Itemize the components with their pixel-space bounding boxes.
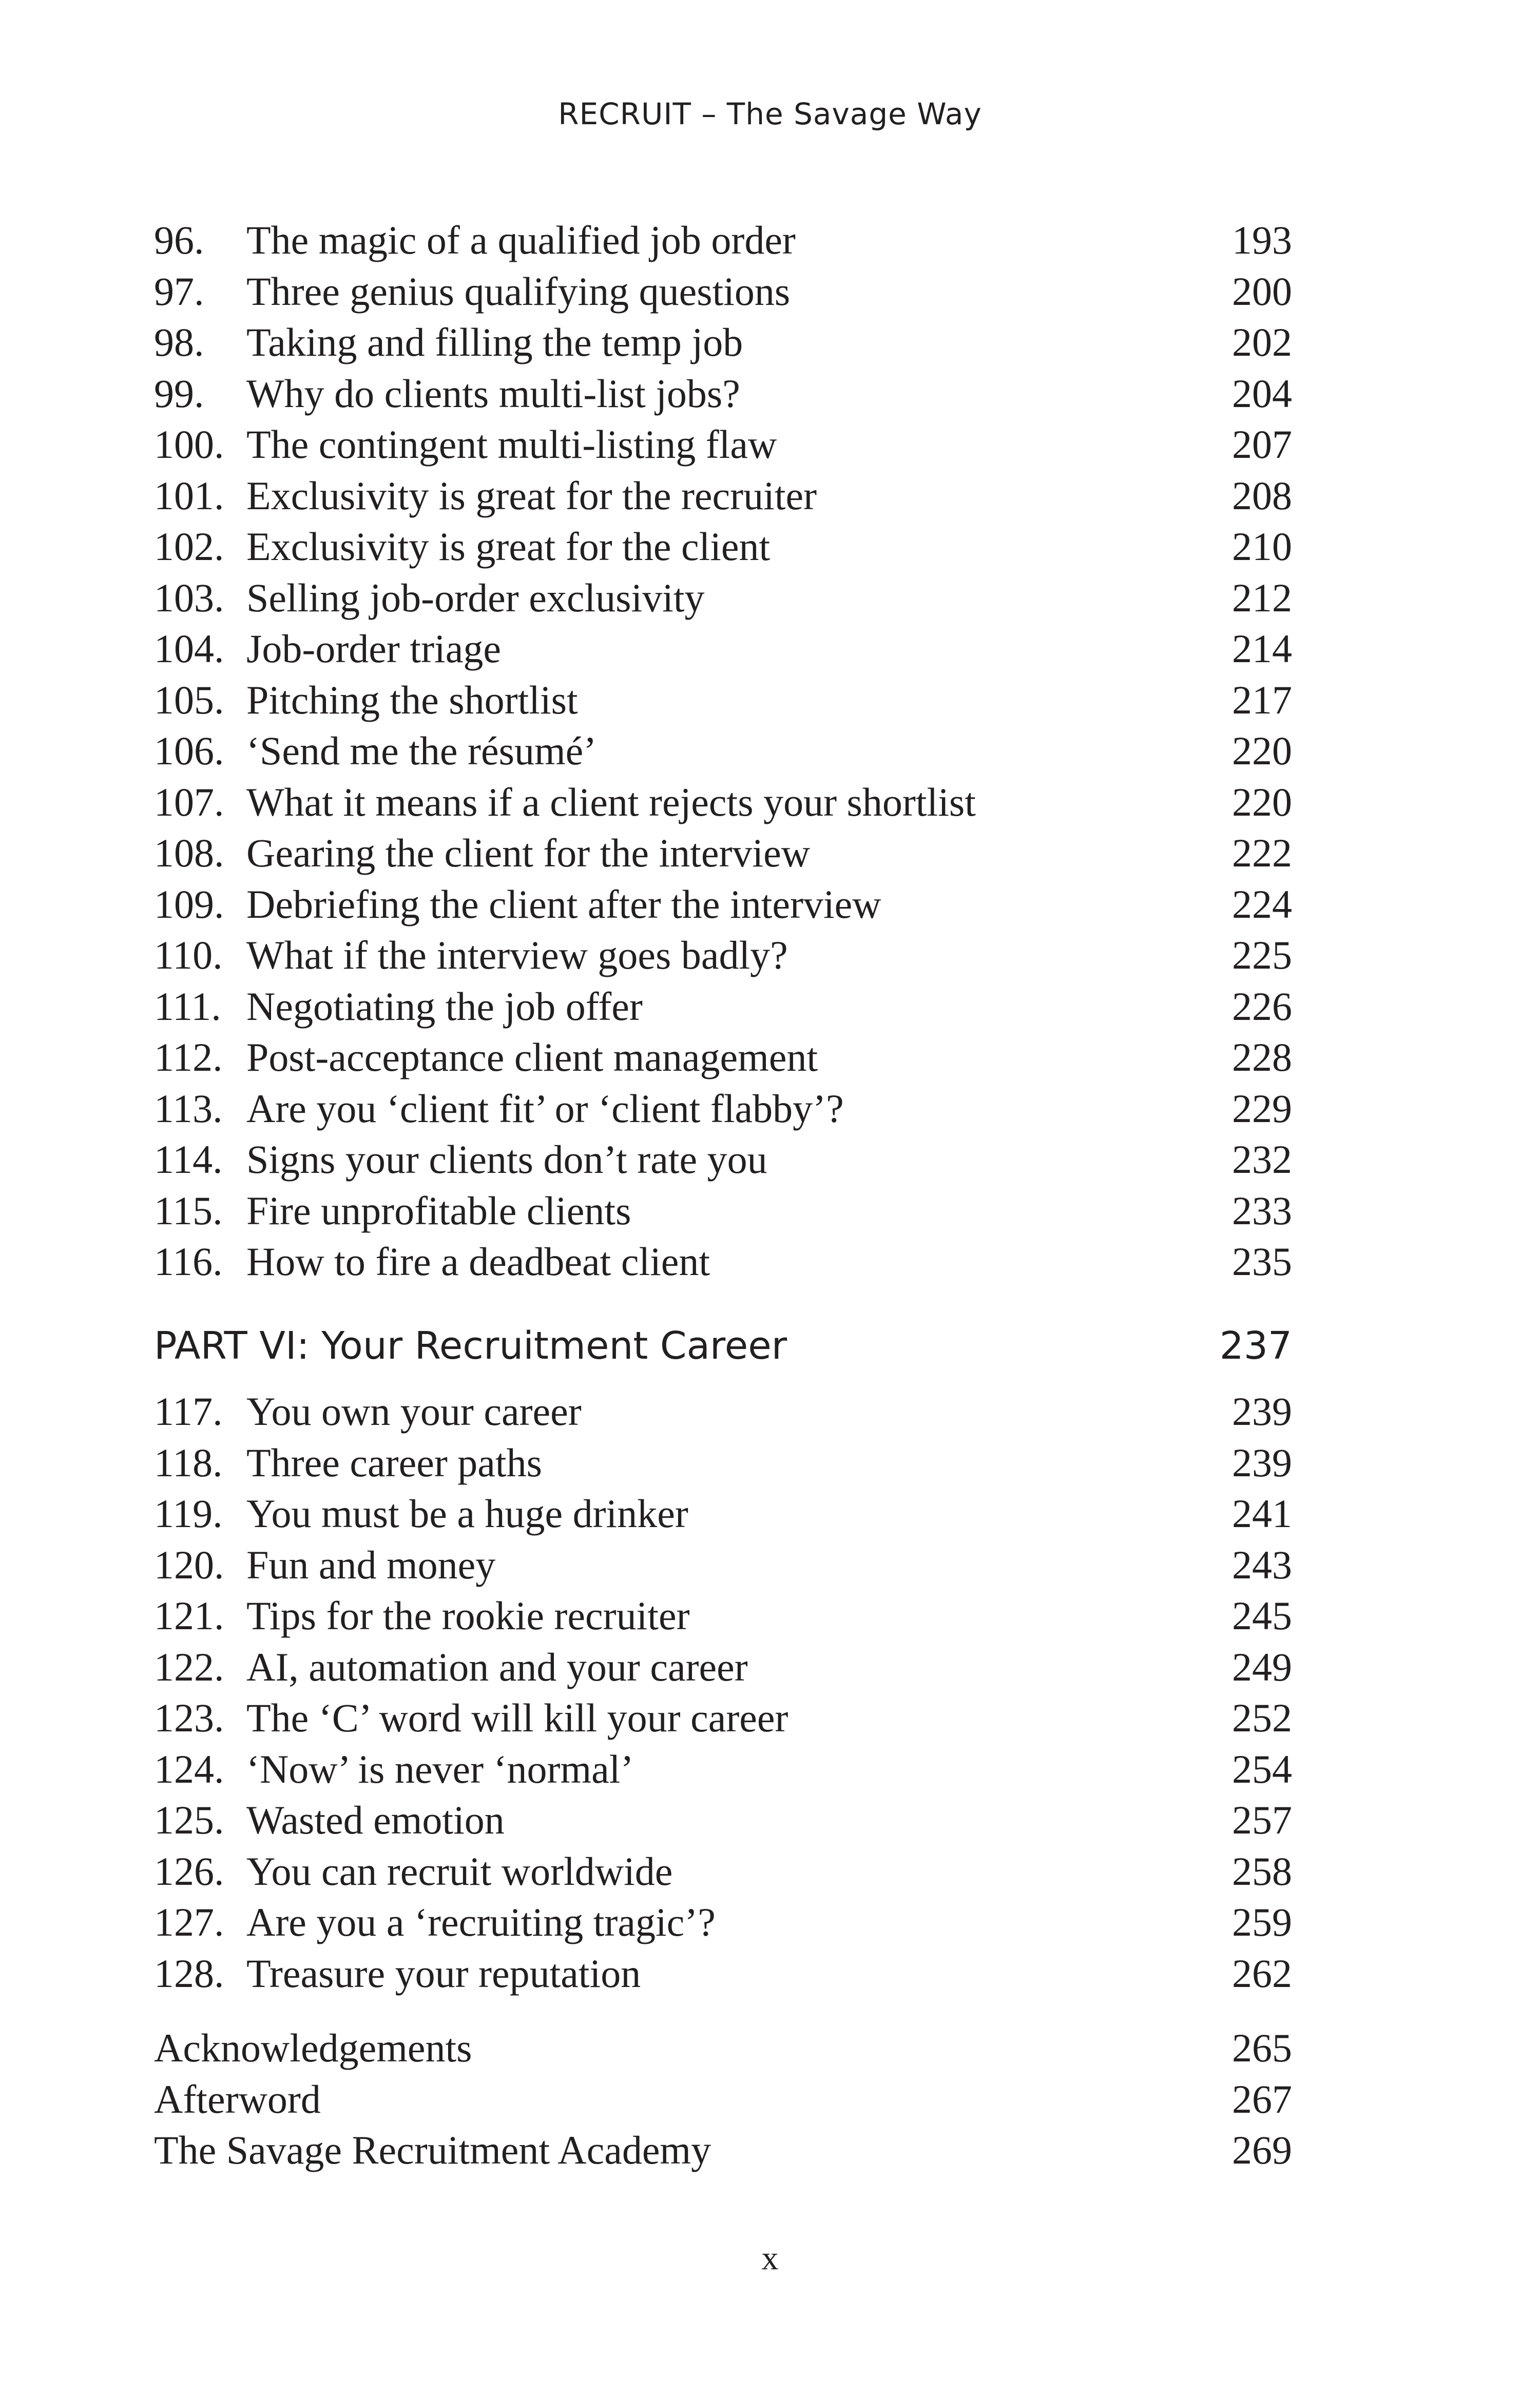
toc-entry-page: 233 bbox=[1232, 1188, 1292, 1233]
toc-entry bbox=[154, 1642, 1292, 1693]
toc-entry-title: Afterword bbox=[154, 2076, 321, 2121]
toc-entry-number: 103. bbox=[154, 575, 224, 620]
toc-entry bbox=[154, 879, 1292, 930]
toc-entry-number: 110. bbox=[154, 933, 223, 977]
part-heading-page: 237 bbox=[1219, 1324, 1292, 1368]
toc-entry bbox=[154, 1488, 1292, 1539]
toc-entry-page: 229 bbox=[1232, 1086, 1292, 1131]
toc-entry-number: 118. bbox=[154, 1440, 223, 1485]
toc-entry-number: 112. bbox=[154, 1035, 223, 1079]
toc-entry-page: 222 bbox=[1232, 831, 1292, 875]
toc-entry-page: 202 bbox=[1232, 320, 1292, 364]
toc-entry bbox=[154, 1032, 1292, 1083]
toc-entry bbox=[154, 1539, 1292, 1591]
toc-entry-title: Treasure your reputation bbox=[246, 1951, 641, 1996]
toc-entry bbox=[154, 1794, 1292, 1846]
toc-entry-page: 243 bbox=[1232, 1542, 1292, 1587]
toc-entry-title: The Savage Recruitment Academy bbox=[154, 2128, 711, 2172]
toc-entry-page: 220 bbox=[1232, 779, 1292, 824]
toc-entry-page: 259 bbox=[1232, 1900, 1292, 1944]
toc-entry-number: 122. bbox=[154, 1644, 224, 1689]
toc-entry-page: 193 bbox=[1232, 218, 1292, 262]
toc-entry bbox=[154, 1236, 1292, 1287]
toc-entry-number: 126. bbox=[154, 1848, 224, 1894]
toc-entry bbox=[154, 1692, 1292, 1744]
toc-entry-number: 104. bbox=[154, 626, 224, 671]
toc-entry-page: 204 bbox=[1232, 371, 1292, 416]
toc-entry-number: 105. bbox=[154, 677, 224, 722]
toc-entry-number: 113. bbox=[154, 1086, 223, 1131]
toc-entry-number: 116. bbox=[154, 1239, 223, 1284]
toc-section-1 bbox=[154, 215, 1292, 1287]
toc-entry-page: 212 bbox=[1232, 575, 1292, 620]
toc-entry bbox=[154, 2125, 1292, 2176]
running-head: RECRUIT – The Savage Way bbox=[558, 97, 982, 131]
toc-entry-page: 245 bbox=[1232, 1593, 1292, 1638]
toc-entry bbox=[154, 623, 1292, 674]
toc-entry-page: 214 bbox=[1232, 626, 1292, 671]
toc-entry-title: Job-order triage bbox=[246, 626, 501, 671]
toc-entry-number: 102. bbox=[154, 524, 224, 569]
toc-entry-number: 108. bbox=[154, 831, 224, 875]
toc-entry-number: 123. bbox=[154, 1695, 224, 1740]
toc-entry-title: Gearing the client for the interview bbox=[246, 831, 811, 875]
toc-entry-title: AI, automation and your career bbox=[246, 1644, 748, 1689]
toc-entry-title: Selling job-order exclusivity bbox=[246, 575, 705, 620]
toc-entry-number: 107. bbox=[154, 779, 224, 824]
toc-entry-number: 115. bbox=[154, 1188, 223, 1233]
toc-entry bbox=[154, 827, 1292, 879]
toc-entry bbox=[154, 2074, 1292, 2125]
toc-entry bbox=[154, 1948, 1292, 1999]
toc-entry bbox=[154, 419, 1292, 470]
toc-entry-page: 232 bbox=[1232, 1137, 1292, 1182]
toc-entry-page: 226 bbox=[1232, 983, 1292, 1029]
toc-entry-number: 101. bbox=[154, 473, 224, 518]
toc-entry-title: You own your career bbox=[246, 1389, 582, 1434]
toc-entry-title: Fun and money bbox=[246, 1542, 496, 1587]
toc-entry-title: What if the interview goes badly? bbox=[246, 933, 788, 977]
toc-entry bbox=[154, 1897, 1292, 1948]
toc-entry-page: 224 bbox=[1232, 881, 1292, 927]
toc-entry-title: The magic of a qualified job order bbox=[246, 218, 796, 262]
toc-entry-number: 124. bbox=[154, 1746, 224, 1791]
toc-entry-page: 200 bbox=[1232, 268, 1292, 314]
toc-entry-number: 114. bbox=[154, 1137, 223, 1182]
toc-entry-title: Are you a ‘recruiting tragic’? bbox=[246, 1900, 716, 1944]
toc-entry-title: Tips for the rookie recruiter bbox=[246, 1593, 690, 1638]
toc-entry-title: You must be a huge drinker bbox=[246, 1491, 688, 1536]
toc-entry bbox=[154, 1083, 1292, 1134]
page-folio: x bbox=[761, 2240, 779, 2277]
toc-entry bbox=[154, 1744, 1292, 1795]
toc-entry-title: Debriefing the client after the interview bbox=[246, 881, 881, 927]
toc-entry bbox=[154, 521, 1292, 572]
toc-entry-title: Taking and filling the temp job bbox=[246, 320, 743, 364]
toc-entry-number: 111. bbox=[154, 983, 221, 1029]
toc-entry bbox=[154, 215, 1292, 266]
toc-entry bbox=[154, 1134, 1292, 1185]
part-heading bbox=[154, 1315, 1292, 1377]
toc-entry bbox=[154, 725, 1292, 777]
toc-entry bbox=[154, 1846, 1292, 1897]
toc-entry-page: 254 bbox=[1232, 1746, 1292, 1791]
toc-entry-title: Fire unprofitable clients bbox=[246, 1188, 631, 1233]
toc-entry-title: Negotiating the job offer bbox=[246, 983, 643, 1029]
toc-entry bbox=[154, 1185, 1292, 1237]
toc-entry-number: 128. bbox=[154, 1951, 224, 1996]
toc-entry-title: What it means if a client rejects your shortlist bbox=[246, 779, 976, 824]
toc-entry-page: 220 bbox=[1232, 728, 1292, 773]
toc-entry-title: How to fire a deadbeat client bbox=[246, 1239, 710, 1284]
toc-entry-number: 96. bbox=[154, 218, 204, 262]
toc-back-matter bbox=[154, 2022, 1292, 2176]
toc-entry-title: Are you ‘client fit’ or ‘client flabby’? bbox=[246, 1086, 844, 1131]
toc-entry-number: 119. bbox=[154, 1491, 223, 1536]
toc-entry bbox=[154, 2022, 1292, 2074]
toc-entry-number: 97. bbox=[154, 268, 204, 314]
part-heading-title: PART VI: Your Recruitment Career bbox=[154, 1324, 787, 1368]
toc-entry-number: 98. bbox=[154, 320, 204, 364]
toc-entry-page: 258 bbox=[1232, 1848, 1292, 1894]
toc-entry-title: Pitching the shortlist bbox=[246, 677, 578, 722]
toc-entry-number: 109. bbox=[154, 881, 224, 927]
toc-entry-page: 241 bbox=[1232, 1491, 1292, 1536]
toc-entry-page: 249 bbox=[1232, 1644, 1292, 1689]
toc-entry-title: The contingent multi-listing flaw bbox=[246, 422, 777, 467]
toc-entry-title: Post-acceptance client management bbox=[246, 1035, 818, 1079]
toc-entry-number: 100. bbox=[154, 422, 224, 467]
toc-entry bbox=[154, 572, 1292, 624]
toc-entry-title: Wasted emotion bbox=[246, 1798, 505, 1842]
toc-entry-page: 208 bbox=[1232, 473, 1292, 518]
toc-entry bbox=[154, 470, 1292, 522]
toc-entry-number: 127. bbox=[154, 1900, 224, 1944]
toc-entry bbox=[154, 981, 1292, 1032]
toc-entry bbox=[154, 1590, 1292, 1642]
toc-section-2 bbox=[154, 1386, 1292, 1999]
toc-entry bbox=[154, 266, 1292, 317]
toc-entry-title: Why do clients multi-list jobs? bbox=[246, 371, 740, 416]
toc-entry-page: 235 bbox=[1232, 1239, 1292, 1284]
toc-entry bbox=[154, 674, 1292, 726]
toc-entry-page: 239 bbox=[1232, 1440, 1292, 1485]
toc-entry bbox=[154, 368, 1292, 419]
toc-entry-title: Three genius qualifying questions bbox=[246, 268, 791, 314]
toc-entry-page: 257 bbox=[1232, 1798, 1292, 1842]
toc-entry-title: Signs your clients don’t rate you bbox=[246, 1137, 767, 1182]
toc-entry bbox=[154, 317, 1292, 368]
toc-entry-page: 217 bbox=[1232, 677, 1292, 722]
toc-entry-title: ‘Send me the résumé’ bbox=[246, 728, 597, 773]
toc-entry-title: Exclusivity is great for the client bbox=[246, 524, 771, 569]
toc-entry-page: 239 bbox=[1232, 1389, 1292, 1434]
toc-entry-number: 121. bbox=[154, 1593, 224, 1638]
toc-entry-title: Acknowledgements bbox=[154, 2025, 472, 2070]
toc-entry-page: 252 bbox=[1232, 1695, 1292, 1740]
toc-entry-page: 225 bbox=[1232, 933, 1292, 977]
toc-entry bbox=[154, 930, 1292, 981]
toc-entry bbox=[154, 1386, 1292, 1437]
part-heading-block bbox=[154, 1315, 1292, 1377]
toc-entry-page: 265 bbox=[1232, 2025, 1292, 2070]
toc-entry-page: 207 bbox=[1232, 422, 1292, 467]
toc-entry-page: 269 bbox=[1232, 2128, 1292, 2172]
toc-entry-page: 210 bbox=[1232, 524, 1292, 569]
toc-entry bbox=[154, 777, 1292, 828]
toc-entry-title: Exclusivity is great for the recruiter bbox=[246, 473, 817, 518]
toc-entry-title: ‘Now’ is never ‘normal’ bbox=[246, 1746, 634, 1791]
toc-entry-number: 125. bbox=[154, 1798, 224, 1842]
toc-entry-title: Three career paths bbox=[246, 1440, 542, 1485]
toc-entry-title: You can recruit worldwide bbox=[246, 1848, 673, 1894]
toc-entry-page: 267 bbox=[1232, 2076, 1292, 2121]
toc-entry-page: 262 bbox=[1232, 1951, 1292, 1996]
toc-entry-number: 117. bbox=[154, 1389, 223, 1434]
toc-entry-number: 120. bbox=[154, 1542, 224, 1587]
toc-entry bbox=[154, 1437, 1292, 1489]
toc-entry-number: 99. bbox=[154, 371, 204, 416]
toc-entry-number: 106. bbox=[154, 728, 224, 773]
toc-entry-page: 228 bbox=[1232, 1035, 1292, 1079]
toc-entry-title: The ‘C’ word will kill your career bbox=[246, 1695, 788, 1740]
